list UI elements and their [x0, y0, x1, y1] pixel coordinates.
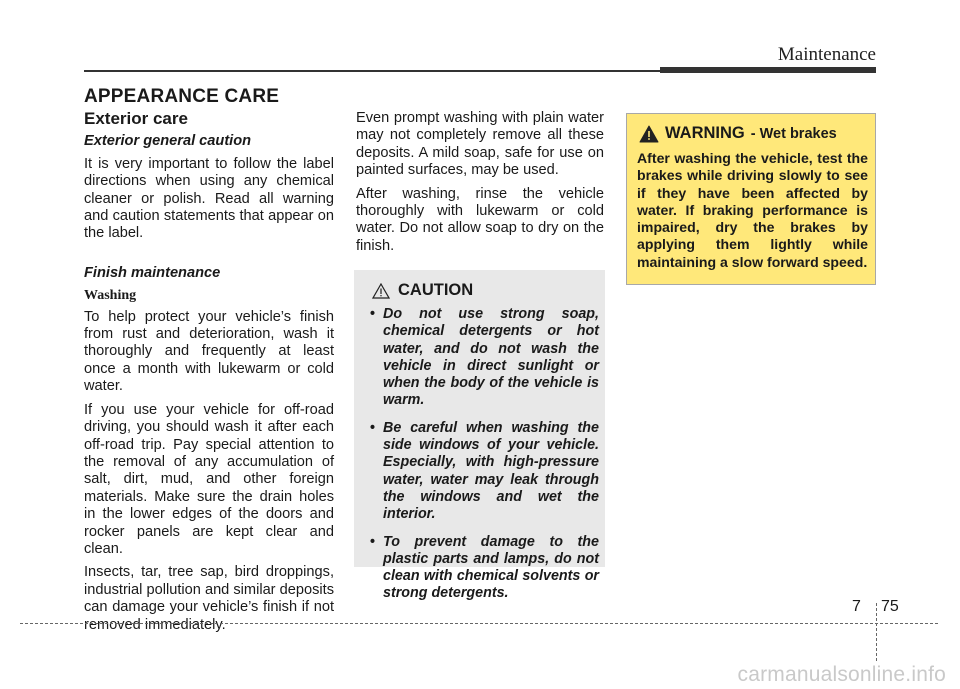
header-rule-accent [660, 67, 876, 73]
page-number-divider [876, 603, 877, 661]
section-title: APPEARANCE CARE [84, 86, 280, 107]
warning-title: WARNING [665, 124, 745, 142]
caution-item: • Do not use strong soap, chemical detergents or hot water, and do not wash the vehicle in direct sunlight or when the body of the vehicle is warm. [370, 306, 599, 410]
rinse-paragraph: After washing, rinse the vehicle thoroughly with lukewarm or cold water. Do not allow soap to dry on the finish. [356, 185, 604, 254]
warning-header [639, 124, 837, 143]
general-caution-paragraph: It is very important to follow the label directions when using any chemical cleaner or polish. Read all warning and caution statements that appear on the label. [84, 155, 334, 242]
page-number: 75 [881, 598, 899, 615]
caution-list [370, 306, 599, 613]
exterior-care-heading: Exterior care [84, 109, 188, 128]
plain-water-paragraph: Even prompt washing with plain water may not completely remove all these deposits. A mild soap, safe for use on painted surfaces, may be used. [356, 110, 604, 179]
deposits-paragraph: Insects, tar, tree sap, bird droppings, industrial pollution and similar deposits can damage your vehicle’s finish if not removed immediately. [84, 564, 334, 633]
warning-triangle-icon [639, 125, 659, 143]
warning-subtitle: - Wet brakes [750, 125, 837, 142]
footer-rule [20, 623, 938, 624]
finish-maintenance-heading: Finish maintenance [84, 264, 221, 281]
text-column-left [84, 110, 334, 640]
caution-box [354, 270, 605, 602]
washing-label: Washing [84, 288, 137, 304]
off-road-paragraph: If you use your vehicle for off-road driving, you should wash it after each off-road trip. Pay special attention to the removal of any accumulation of salt, dirt, mud, and other foreign materials. Make sure the drain holes in the lower edges of the doors and rocker panels are kept clear and clean. [84, 401, 334, 557]
caution-item: • Be careful when washing the side windows of your vehicle. Especially, with high-pressure water, water may leak through the windows and wet the interior. [370, 420, 599, 524]
warning-text: After washing the vehicle, test the brakes while driving slowly to see if they have been affected by water. If braking performance is impaired, dry the brakes by applying them lightly while maintaining a slow forward speed. [637, 150, 868, 270]
header-rule [84, 70, 660, 72]
warning-box [626, 113, 876, 285]
caution-header [372, 281, 473, 300]
caution-item: • To prevent damage to the plastic parts and lamps, do not clean with chemical solvents or strong detergents. [370, 534, 599, 603]
chapter-number: 7 [852, 598, 861, 615]
caution-title: CAUTION [398, 281, 474, 299]
running-header-title: Maintenance [777, 44, 876, 65]
caution-triangle-icon [372, 283, 390, 299]
washing-paragraph: To help protect your vehicle’s finish from rust and deterioration, wash it thoroughly and frequently at least once a month with lukewarm or cold water. [84, 308, 334, 395]
watermark: carmanualsonline.info [737, 663, 946, 686]
general-caution-heading: Exterior general caution [84, 133, 252, 150]
text-column-middle [356, 110, 604, 261]
